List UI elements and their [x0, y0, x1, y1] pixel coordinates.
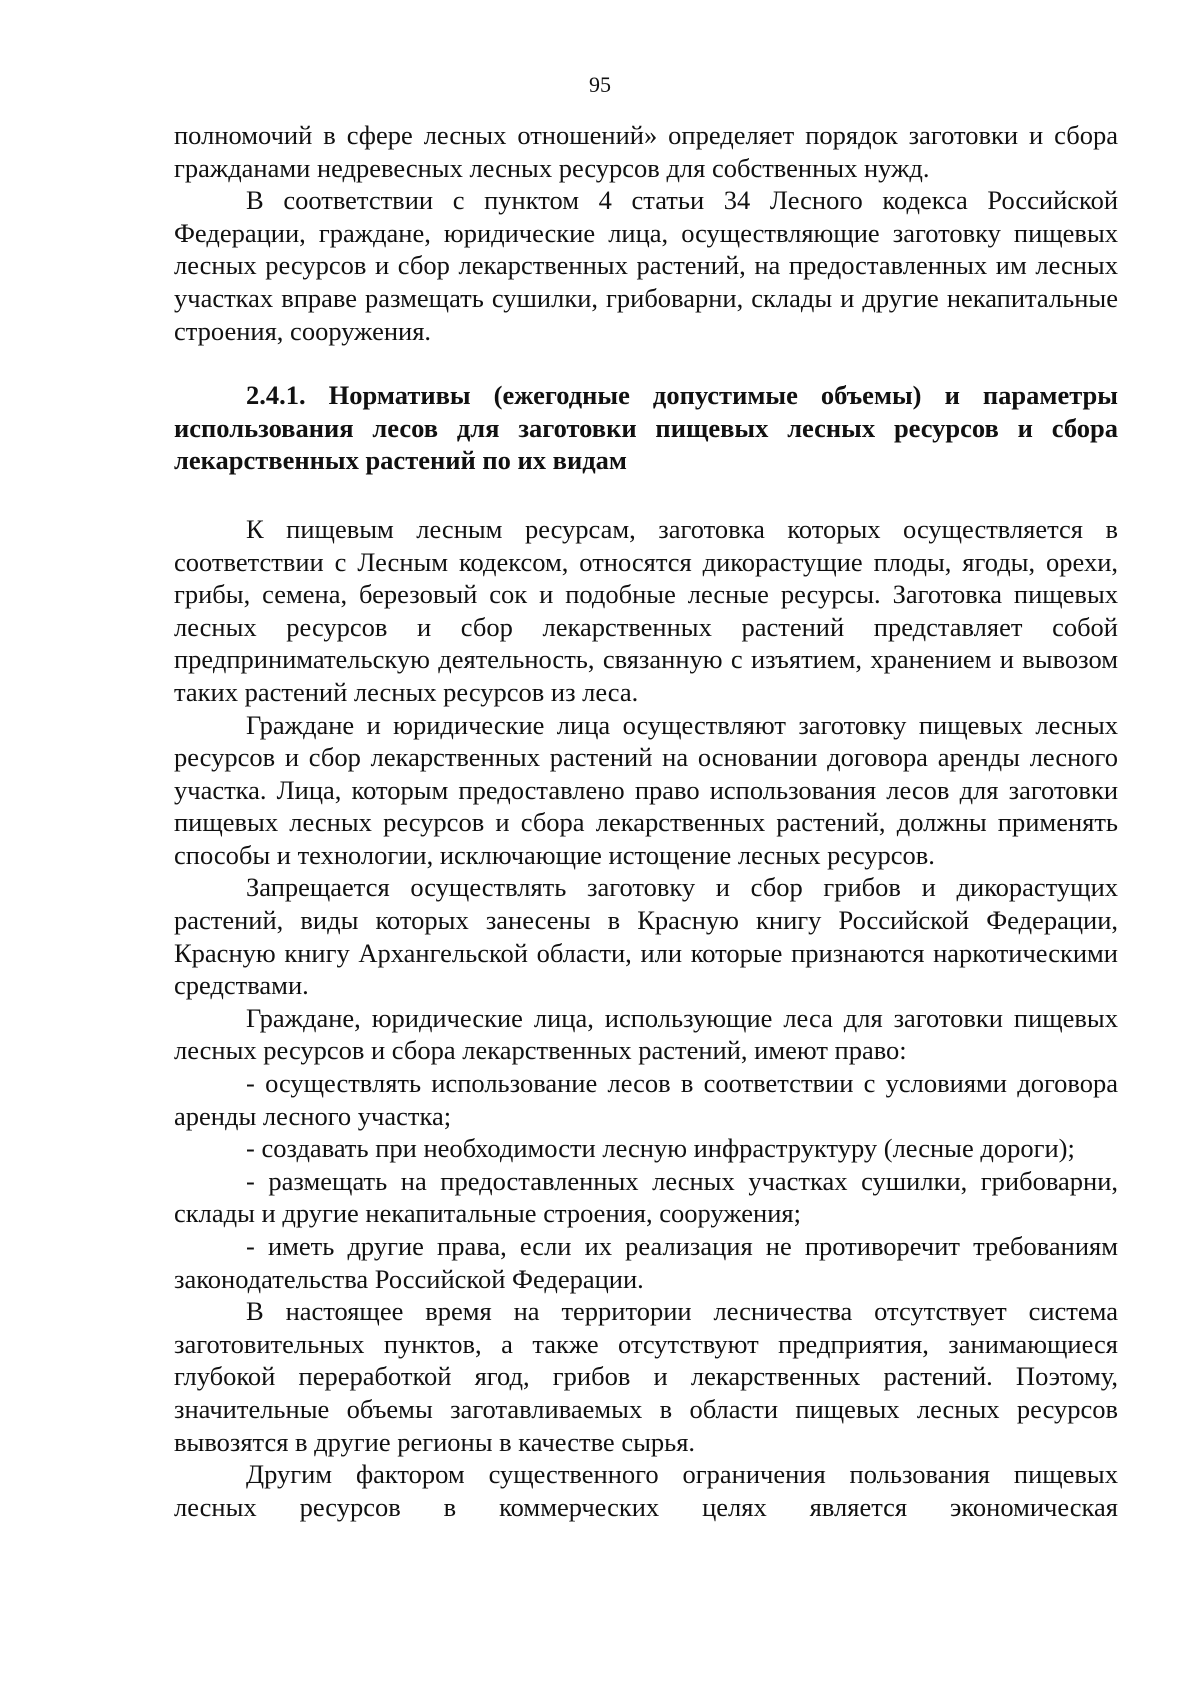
list-item: - осуществлять использование лесов в соответствии с условиями договора аренды лесного участка; — [174, 1068, 1118, 1131]
document-body — [174, 119, 1118, 1523]
paragraph: Другим фактором существенного ограничения пользования пищевых лесных ресурсов в коммерческих целях является экономическая — [174, 1459, 1118, 1522]
spacer — [174, 347, 1118, 379]
paragraph: К пищевым лесным ресурсам, заготовка которых осуществляется в соответствии с Лесным кодексом, относятся дикорастущие плоды, ягоды, орехи, грибы, семена, березовый сок и подобные лесные ресурсы. Заготовка пищевых лесных ресурсов и сбор лекарственных растений представляет собой предпринимательскую деятельность, связанную с изъятием, хранением и вывозом таких растений лесных ресурсов из леса. — [174, 513, 1118, 707]
list-item: - иметь другие права, если их реализация не противоречит требованиям законодательства Российской Федерации. — [174, 1231, 1118, 1294]
paragraph: полномочий в сфере лесных отношений» определяет порядок заготовки и сбора гражданами недревесных лесных ресурсов для собственных нужд. — [174, 120, 1118, 183]
paragraph: В соответствии с пунктом 4 статьи 34 Лесного кодекса Российской Федерации, граждане, юридические лица, осуществляющие заготовку пищевых лесных ресурсов и сбор лекарственных растений, на предоставленных им лесных участках вправе размещать сушилки, грибоварни, склады и другие некапитальные строения, сооружения. — [174, 185, 1118, 346]
list-item: - размещать на предоставленных лесных участках сушилки, грибоварни, склады и другие некапитальные строения, сооружения; — [174, 1165, 1118, 1229]
paragraph: Граждане и юридические лица осуществляют заготовку пищевых лесных ресурсов и сбор лекарственных растений на основании договора аренды лесного участка. Лица, которым предоставлено право использования лесов для заготовки пищевых лесных ресурсов и сбора лекарственных растений, должны применять способы и технологии, исключающие истощение лесных ресурсов. — [174, 709, 1118, 870]
spacer — [174, 477, 1118, 513]
paragraph: Запрещается осуществлять заготовку и сбор грибов и дикорастущих растений, виды которых занесены в Красную книгу Российской Федерации, Красную книгу Архангельской области, или которые признаются наркотическими средствами. — [174, 872, 1118, 1001]
list-item: - создавать при необходимости лесную инфраструктуру (лесные дороги); — [246, 1133, 1075, 1164]
paragraph: Граждане, юридические лица, использующие леса для заготовки пищевых лесных ресурсов и сбора лекарственных растений, имеют право: — [174, 1002, 1118, 1066]
paragraph: В настоящее время на территории лесничества отсутствует система заготовительных пунктов, а также отсутствуют предприятия, занимающиеся глубокой переработкой ягод, грибов и лекарственных растений. Поэтому, значительные объемы заготавливаемых в области пищевых лесных ресурсов вывозятся в другие регионы в качестве сырья. — [174, 1296, 1118, 1457]
page-number: 95 — [589, 72, 611, 97]
section-heading: 2.4.1. Нормативы (ежегодные допустимые объемы) и параметры использования лесов для заготовки пищевых лесных ресурсов и сбора лекарственных растений по их видам — [174, 380, 1118, 476]
